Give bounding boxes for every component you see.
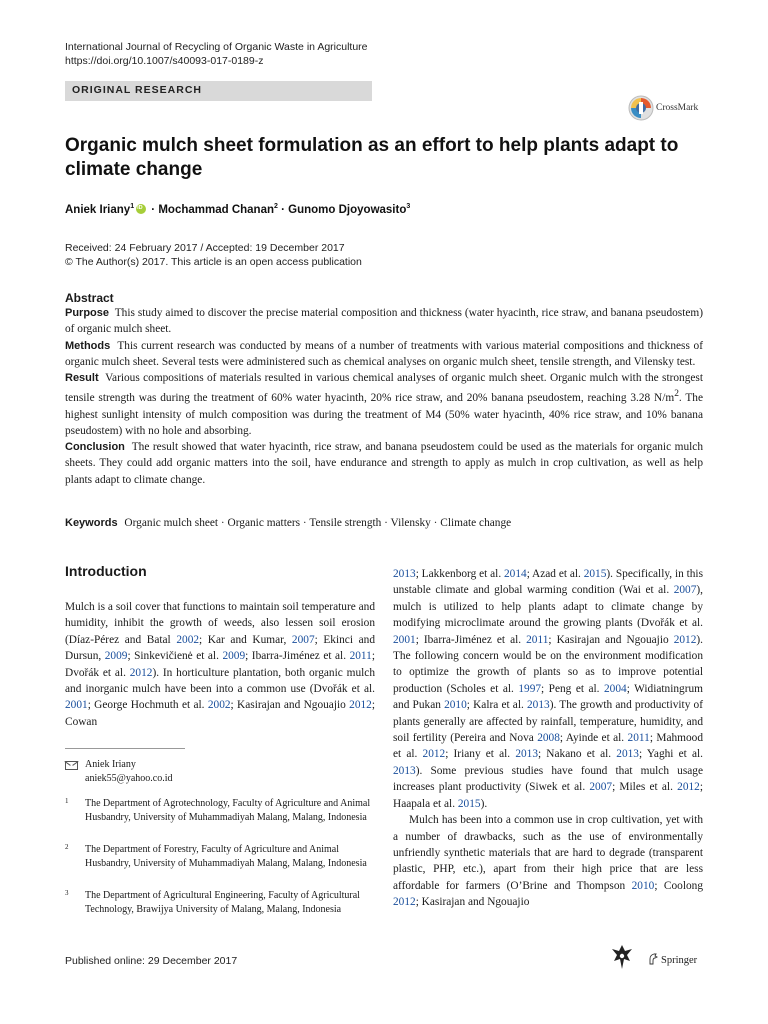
introduction-heading: Introduction: [65, 563, 147, 579]
intro-paragraph: 2013; Lakkenborg et al. 2014; Azad et al. 2015). Specifically, in this unstable climate and global warming condition (Wai et al. 2007), mulch is utilized to help plants adapt to climate change by modifying microclimate around the growing plants (Dvořák et al. 2001; Ibarra-Jiménez et al. 2011; Kasirajan and Ngouajio 2012). The following concern would be on the environment modification to optimize the growth of plants so as to improve potential production (Scholes et al. 1997; Peng et al. 2004; Widiatningrum and Pukan 2010; Kalra et al. 2013). The growth and productivity of plants generally are affected by rainfall, temperature, humidity, and soil fertility (Pereira and Nova 2008; Ayinde et al. 2011; Mahmood et al. 2012; Iriany et al. 2013; Nakano et al. 2013; Yaghi et al. 2013). Some previous studies have found that mulch usage increases plant productivity (Siwek et al. 2007; Miles et al. 2012; Haapala et al. 2015).: [393, 568, 704, 810]
result-label: Result: [65, 372, 99, 385]
citation-link[interactable]: 2010: [444, 699, 467, 712]
conclusion-text: The result showed that water hyacinth, rice straw, and banana pseudostem could be used as the materials for organic mulch sheets. They could add organic matters into the soil, have endurance and strength to apply as mulch in crop cultivation, as well as help plants adapt to climate change.: [65, 441, 703, 486]
copyright-line: © The Author(s) 2017. This article is an open access publication: [65, 256, 362, 268]
citation-link[interactable]: 2010: [631, 879, 655, 892]
orcid-icon[interactable]: [136, 204, 146, 214]
citation-link[interactable]: 2013: [527, 699, 550, 712]
crossmark-icon: [628, 95, 654, 121]
citation-link[interactable]: 2015: [583, 568, 607, 580]
author-name[interactable]: Mochammad Chanan: [158, 203, 275, 216]
citation-link[interactable]: 2013: [616, 748, 639, 761]
citation-link[interactable]: 2011: [349, 650, 372, 663]
affiliation: [65, 843, 385, 885]
citation-link[interactable]: 2012: [393, 896, 416, 909]
section-banner: [65, 81, 372, 101]
contact-email[interactable]: aniek55@yahoo.co.id: [85, 773, 173, 784]
received-accepted: Received: 24 February 2017 / Accepted: 19 December 2017: [65, 242, 345, 254]
citation-link[interactable]: 2012: [673, 633, 697, 646]
journal-header: [65, 40, 368, 68]
methods-label: Methods: [65, 339, 111, 352]
abstract-methods: [65, 338, 703, 371]
affiliation-number: 3: [65, 889, 69, 897]
springer-label: Springer: [661, 955, 698, 966]
citation-link[interactable]: 2012: [129, 666, 153, 679]
keywords-text: Organic mulch sheet · Organic matters · Tensile strength · Vilensky · Climate change: [124, 517, 512, 529]
keywords: [65, 517, 511, 529]
citation-link[interactable]: 2014: [504, 568, 527, 580]
citation-link[interactable]: 2012: [349, 699, 372, 712]
intro-paragraph: Mulch has been into a common use in crop cultivation, yet with a number of drawbacks, such as the use of environmentally unfriendly synthetic materials that are hard to degrade (transparent plastic, PHP, etc.), apart from their high price that are less affordable for farmers (O’Brine and Thompson 2010; Coolong 2012; Kasirajan and Ngouajio: [393, 814, 703, 909]
affiliation: [65, 797, 385, 839]
footnote-divider: [65, 748, 185, 749]
abstract-conclusion: [65, 439, 703, 488]
result-text-cont: . The highest sunlight intensity of mulch composition was during the treatment of M4 (50% water hyacinth, 40% rice straw, and 10% banana pseudostem) with no hole and absorbing.: [65, 392, 703, 437]
citation-link[interactable]: 2009: [222, 650, 246, 663]
contact-text: [85, 758, 173, 786]
published-online: Published online: 29 December 2017: [65, 955, 238, 967]
envelope-icon: [65, 761, 78, 770]
citation-link[interactable]: 2002: [176, 633, 200, 646]
author-affil-sup: 1: [130, 203, 135, 210]
citation-link[interactable]: 1997: [518, 682, 542, 695]
citation-link[interactable]: 2007: [673, 584, 697, 597]
author-name[interactable]: Gunomo Djoyowasito: [288, 203, 407, 216]
article-dates: [65, 241, 362, 269]
citation-link[interactable]: 2013: [515, 748, 538, 761]
crossmark-label: CrossMark: [656, 103, 699, 113]
corresponding-author: [65, 758, 365, 788]
springer-horse-icon: [648, 953, 658, 965]
affiliation: [65, 889, 385, 931]
citation-link[interactable]: 2004: [604, 682, 627, 695]
abstract-result: [65, 370, 703, 439]
citation-link[interactable]: 2007: [589, 781, 613, 794]
abstract-body: [65, 305, 703, 488]
affiliation-text: The Department of Agrotechnology, Faculty of Agriculture and Animal Husbandry, University of Muhammadiyah Malang, Malang, Indonesia: [85, 798, 371, 823]
springer-logo[interactable]: [648, 953, 697, 966]
affiliation-number: 1: [65, 797, 69, 805]
author-name[interactable]: Aniek Iriany: [65, 203, 131, 216]
article-title: Organic mulch sheet formulation as an effort to help plants adapt to climate change: [65, 135, 679, 180]
author-list: Aniek Iriany$^1$iD · Mochammad Chanan$^2$ · Gunomo Djoyowasito$^3$: [65, 203, 410, 216]
keywords-label: Keywords: [65, 517, 118, 529]
citation-link[interactable]: 2013: [393, 568, 416, 580]
abstract-heading: Abstract: [65, 291, 114, 305]
citation-link[interactable]: 2001: [65, 699, 88, 712]
citation-link[interactable]: 2011: [526, 633, 549, 646]
author-affil-sup: 3: [406, 203, 411, 210]
result-text: Various compositions of materials resulted in various chemical analyses of organic mulch sheet. Organic mulch with the strongest tensile strength was during the treatment of 60% water hyacinth, 20% rice straw, and 20% banana pseudostem, reaching 3.28 N/m: [65, 372, 703, 405]
citation-link[interactable]: 2011: [627, 732, 650, 745]
citation-link[interactable]: 2012: [677, 781, 700, 794]
citation-link[interactable]: 2008: [537, 732, 560, 745]
contact-name: Aniek Iriany: [85, 759, 136, 770]
journal-dragon-icon: [610, 943, 634, 971]
journal-name: International Journal of Recycling of Organic Waste in Agriculture: [65, 41, 368, 53]
citation-link[interactable]: 2007: [291, 633, 315, 646]
citation-link[interactable]: 2002: [207, 699, 231, 712]
citation-link[interactable]: 2009: [104, 650, 128, 663]
methods-text: This current research was conducted by means of a number of treatments with various material compositions and thickness of organic mulch sheet. Several tests were administered such as chemical analyses on organic mulch sheet, tensile strength, and Vilensky test.: [65, 339, 703, 368]
citation-link[interactable]: 2001: [393, 633, 416, 646]
citation-link[interactable]: 2013: [393, 764, 416, 777]
purpose-label: Purpose: [65, 307, 110, 319]
affiliation-text: The Department of Forestry, Faculty of Agriculture and Animal Husbandry, University of Muhammadiyah Malang, Malang, Indonesia: [85, 844, 367, 869]
result-sup: 2: [674, 389, 679, 400]
abstract-purpose: [65, 305, 703, 338]
citation-link[interactable]: 2012: [422, 748, 446, 761]
affiliation-text: The Department of Agricultural Engineering, Faculty of Agricultural Technology, Brawijya University of Malang, Malang, Indonesia: [85, 890, 360, 915]
citation-link[interactable]: 2015: [457, 797, 481, 810]
conclusion-label: Conclusion: [65, 441, 125, 454]
section-label: ORIGINAL RESEARCH: [72, 84, 202, 96]
intro-column-right: [393, 566, 703, 911]
author-affil-sup: 2: [274, 203, 278, 210]
intro-paragraph-left: Mulch is a soil cover that functions to maintain soil temperature and humidity, inhibit the growth of weeds, also lessen soil erosion (Díaz-Pérez and Batal 2002; Kar and Kumar, 2007; Ekinci and Dursun, 2009; Sinkevičienė et al. 2009; Ibarra-Jiménez et al. 2011; Dvořák et al. 2012). In horticulture plantation, both organic mulch and inorganic mulch have been into a common use (Dvořák et al. 2001; George Hochmuth et al. 2002; Kasirajan and Ngouajio 2012; Cowan: [65, 601, 375, 728]
purpose-text: This study aimed to discover the precise material composition and thickness (water hyacinth, rice straw, and banana pseudostem) of organic mulch sheet.: [65, 307, 703, 336]
doi-link[interactable]: https://doi.org/10.1007/s40093-017-0189-z: [65, 55, 264, 67]
affiliation-number: 2: [65, 843, 69, 851]
crossmark-badge[interactable]: [628, 95, 728, 123]
